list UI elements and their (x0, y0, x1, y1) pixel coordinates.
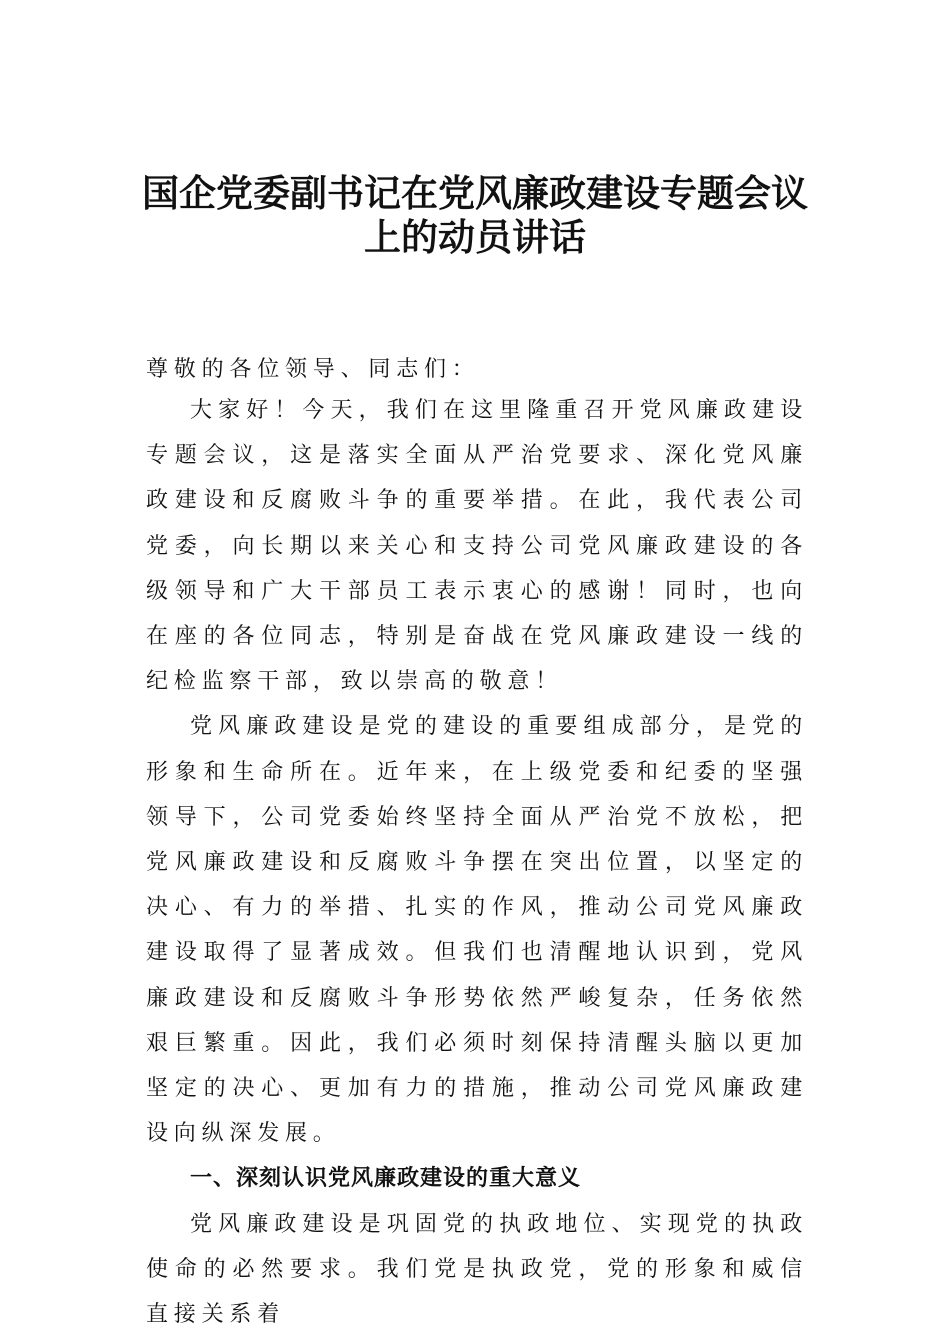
salutation: 尊敬的各位领导、同志们： (146, 357, 480, 382)
section-heading: 一、深刻认识党风廉政建设的重大意义 (190, 1166, 582, 1192)
document-title-line-1: 国企党委副书记在党风廉政建设专题会议 (142, 172, 808, 215)
document-body (146, 388, 808, 1337)
paragraph-opening: 大家好！今天，我们在这里隆重召开党风廉政建设专题会议，这是落实全面从严治党要求、深化党风廉政建设和反腐败斗争的重要举措。在此，我代表公司党委，向长期以来关心和支持公司党风廉政建设的各级领导和广大干部员工表示衷心的感谢！同时，也向在座的各位同志，特别是奋战在党风廉政建设一线的纪检监察干部，致以崇高的敬意！ (146, 398, 808, 695)
paragraph-background: 党风廉政建设是党的建设的重要组成部分，是党的形象和生命所在。近年来，在上级党委和纪委的坚强领导下，公司党委始终坚持全面从严治党不放松，把党风廉政建设和反腐败斗争摆在突出位置，以坚定的决心、有力的举措、扎实的作风，推动公司党风廉政建设取得了显著成效。但我们也清醒地认识到，党风廉政建设和反腐败斗争形势依然严峻复杂，任务依然艰巨繁重。因此，我们必须时刻保持清醒头脑以更加坚定的决心、更加有力的措施，推动公司党风廉政建设向纵深发展。 (146, 714, 808, 1147)
paragraph-section-1: 党风廉政建设是巩固党的执政地位、实现党的执政使命的必然要求。我们党是执政党，党的形象和威信直接关系着 (146, 1211, 808, 1328)
document-title-line-2: 上的动员讲话 (364, 216, 586, 259)
